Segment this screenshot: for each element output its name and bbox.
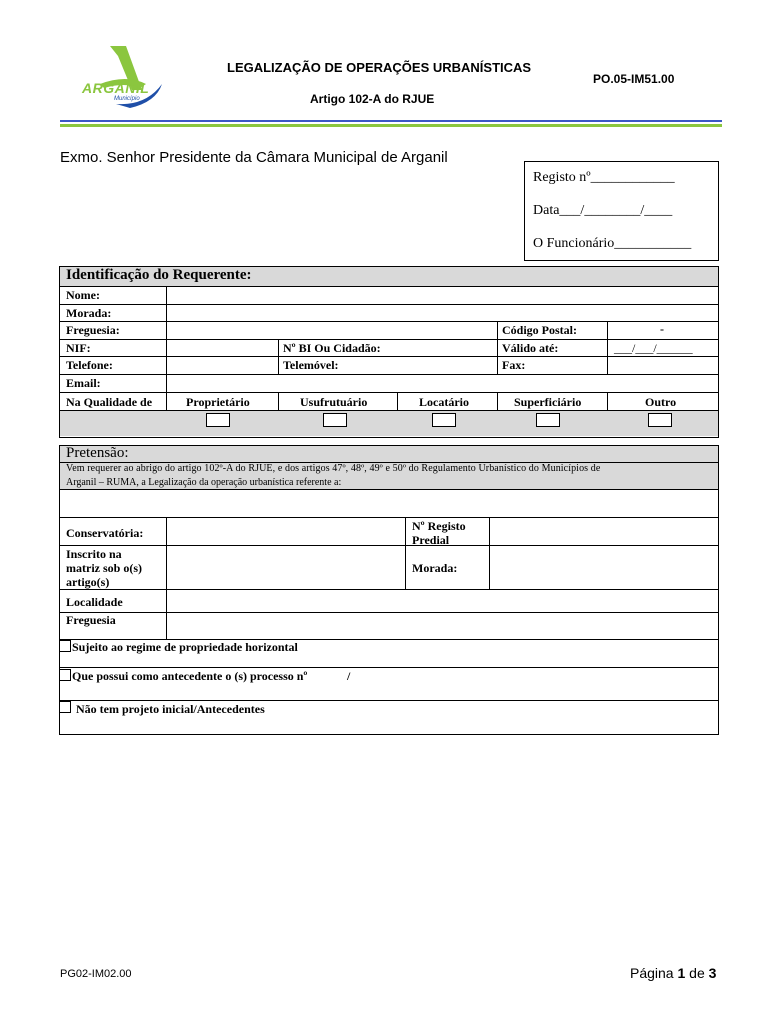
input-artigos[interactable] [167, 546, 405, 589]
label-freguesia: Freguesia: [66, 323, 120, 337]
input-freguesia[interactable] [167, 322, 497, 339]
option-proprietario: Proprietário [186, 395, 250, 409]
label-inscrito-1: Inscrito na [66, 547, 122, 561]
checkbox-propriedade-horizontal[interactable] [59, 640, 71, 652]
label-nome: Nome: [66, 288, 100, 302]
checkbox-superficiario[interactable] [536, 413, 560, 427]
label-localidade: Localidade [66, 595, 123, 609]
checkbox-proprietario[interactable] [206, 413, 230, 427]
checkbox-locatario[interactable] [432, 413, 456, 427]
page-current: 1 [677, 965, 686, 981]
registo-data: Data___/________/____ [533, 203, 673, 218]
input-nif[interactable] [167, 340, 277, 356]
registo-funcionario: O Funcionário___________ [533, 236, 692, 251]
input-telemovel[interactable] [380, 357, 496, 374]
label-telefone: Telefone: [66, 358, 113, 372]
option-usufrutuario: Usufrutuário [300, 395, 368, 409]
pretensao-header [60, 446, 718, 462]
input-localidade[interactable] [167, 590, 717, 612]
checkbox-nao-projeto[interactable] [59, 701, 71, 713]
input-operacao[interactable] [60, 490, 718, 517]
label-codigo-postal: Código Postal: [502, 323, 577, 337]
logo-subtext: Município [114, 96, 140, 102]
input-email[interactable] [167, 375, 717, 392]
pretensao-text-2: Arganil – RUMA, a Legalização da operação urbanística referente a: [66, 477, 342, 488]
input-morada-predio[interactable] [490, 546, 717, 589]
document-title: LEGALIZAÇÃO DE OPERAÇÕES URBANÍSTICAS [227, 60, 532, 75]
checkbox-usufrutuario[interactable] [323, 413, 347, 427]
pretensao-text-1: Vem requerer ao abrigo do artigo 102º-A do RJUE, e dos artigos 47º, 48º, 49º e 50º do Regulamento Urbanístico do Municípios de [66, 463, 601, 474]
input-morada[interactable] [167, 305, 717, 321]
input-nome[interactable] [167, 287, 717, 304]
registo-box [524, 161, 719, 261]
input-registo-predial[interactable] [490, 518, 717, 545]
addressee: Exmo. Senhor Presidente da Câmara Municipal de Arganil [60, 149, 448, 166]
pretensao-heading-text: Pretensão [66, 445, 125, 461]
label-inscrito-2: matriz sob o(s) [66, 561, 142, 575]
identificacao-heading: Identificação do Requerente: [66, 267, 252, 283]
label-freguesia-predio: Freguesia [66, 613, 116, 627]
pretensao-heading-colon: : [124, 445, 129, 461]
label-valido: Válido até: [502, 341, 559, 355]
input-fax[interactable] [608, 357, 717, 374]
option-outro: Outro [645, 395, 677, 409]
input-freguesia-predio[interactable] [167, 613, 717, 639]
label-morada-predio: Morada: [412, 561, 458, 575]
label-nif: NIF: [66, 341, 91, 355]
checkbox-antecedente[interactable] [59, 669, 71, 681]
antecedente-slash: / [347, 669, 351, 683]
header-rule-blue [60, 120, 722, 122]
option-locatario: Locatário [419, 395, 469, 409]
checkbox-outro[interactable] [648, 413, 672, 427]
page-of: de [689, 965, 705, 981]
header-rule-green [60, 124, 722, 127]
input-valido[interactable]: ___/___/______ [614, 341, 693, 355]
label-email: Email: [66, 376, 101, 390]
page-total: 3 [708, 965, 717, 981]
pretensao-heading [66, 445, 129, 462]
option-superficiario: Superficiário [514, 395, 582, 409]
document-subtitle: Artigo 102-A do RJUE [310, 92, 435, 106]
label-bi: Nº BI Ou Cidadão: [283, 341, 381, 355]
label-inscrito-3: artigo(s) [66, 575, 110, 589]
label-registo-predial-2: Predial [412, 533, 450, 547]
document-code: PO.05-IM51.00 [593, 72, 675, 86]
input-bi[interactable] [400, 340, 496, 356]
label-qualidade: Na Qualidade de [66, 395, 153, 409]
input-telefone[interactable] [167, 357, 277, 374]
label-nao-projeto: Não tem projeto inicial/Antecedentes [76, 702, 265, 716]
logo-text: ARGANIL [82, 80, 150, 96]
input-codigo-postal[interactable]: - [660, 322, 664, 336]
registo-numero: Registo nº____________ [533, 170, 675, 185]
input-conservatoria[interactable] [167, 518, 405, 545]
label-morada: Morada: [66, 306, 112, 320]
label-conservatoria: Conservatória: [66, 526, 144, 540]
label-registo-predial-1: Nº Registo [412, 519, 466, 533]
page-number [630, 965, 716, 981]
logo [76, 44, 172, 110]
page-label: Página [630, 965, 674, 981]
label-fax: Fax: [502, 358, 526, 372]
label-antecedente: Que possui como antecedente o (s) processo nº [72, 669, 308, 683]
label-propriedade-horizontal: Sujeito ao regime de propriedade horizontal [72, 640, 298, 654]
label-telemovel: Telemóvel: [283, 358, 339, 372]
footer-code: PG02-IM02.00 [60, 968, 132, 980]
